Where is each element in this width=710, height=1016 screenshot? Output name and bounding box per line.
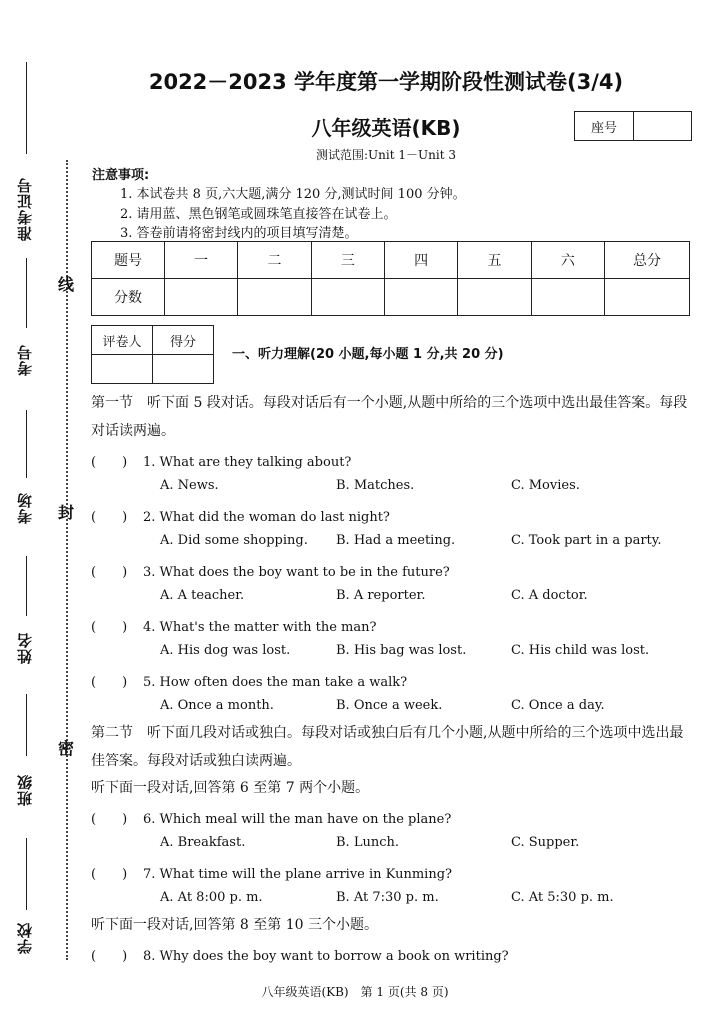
margin-line bbox=[26, 62, 27, 154]
notice-item: 1. 本试卷共 8 页,六大题,满分 120 分,测试时间 100 分钟。 bbox=[120, 187, 466, 202]
question-text: 7. What time will the plane arrive in Kunming? bbox=[143, 867, 452, 882]
question-text: 8. Why does the boy want to borrow a book on writing? bbox=[143, 949, 509, 964]
question-text: 6. Which meal will the man have on the plane? bbox=[143, 812, 452, 827]
option-a: A. Did some shopping. bbox=[160, 533, 308, 548]
answer-paren[interactable]: ( ) bbox=[91, 812, 128, 827]
margin-label-class: 班级 bbox=[16, 774, 34, 806]
score-table-header: 二 bbox=[238, 242, 311, 279]
score-table-header-row bbox=[92, 242, 690, 279]
subsection-instruction: 听下面一段对话,回答第 8 至第 10 三个小题。 bbox=[91, 917, 378, 933]
seat-number-box bbox=[574, 111, 692, 141]
question-text: 1. What are they talking about? bbox=[143, 455, 352, 470]
margin-line bbox=[26, 838, 27, 910]
test-scope: 测试范围:Unit 1－Unit 3 bbox=[316, 148, 456, 162]
margin-label-student-id: 考号 bbox=[16, 344, 34, 376]
question-2 bbox=[91, 506, 390, 525]
question-text: 5. How often does the man take a walk? bbox=[143, 675, 408, 690]
notice-item: 3. 答卷前请将密封线内的项目填写清楚。 bbox=[120, 226, 358, 241]
score-table-score-row bbox=[92, 279, 690, 316]
answer-paren[interactable]: ( ) bbox=[91, 510, 128, 525]
score-field[interactable] bbox=[153, 355, 214, 384]
option-c: C. Once a day. bbox=[511, 698, 605, 713]
option-c: C. Movies. bbox=[511, 478, 580, 493]
score-label: 得分 bbox=[153, 326, 214, 355]
margin-line bbox=[26, 556, 27, 616]
seal-char-line: 线 bbox=[58, 275, 75, 294]
score-table-header: 总分 bbox=[605, 242, 690, 279]
score-table-header: 五 bbox=[458, 242, 531, 279]
exam-subtitle: 八年级英语(KB) bbox=[311, 116, 461, 140]
question-1 bbox=[91, 451, 351, 470]
page-footer: 八年级英语(KB) 第 1 页(共 8 页) bbox=[261, 985, 449, 999]
option-b: B. Once a week. bbox=[336, 698, 443, 713]
answer-paren[interactable]: ( ) bbox=[91, 620, 128, 635]
answer-paren[interactable]: ( ) bbox=[91, 565, 128, 580]
notice-heading: 注意事项: bbox=[92, 168, 150, 183]
score-cell[interactable] bbox=[384, 279, 457, 316]
seat-number-field[interactable] bbox=[634, 112, 691, 140]
option-b: B. Lunch. bbox=[336, 835, 399, 850]
option-c: C. His child was lost. bbox=[511, 643, 650, 658]
score-cell[interactable] bbox=[531, 279, 604, 316]
score-cell[interactable] bbox=[311, 279, 384, 316]
option-c: C. At 5:30 p. m. bbox=[511, 890, 614, 905]
question-3 bbox=[91, 561, 450, 580]
option-b: B. At 7:30 p. m. bbox=[336, 890, 439, 905]
option-c: C. A doctor. bbox=[511, 588, 588, 603]
score-cell[interactable] bbox=[238, 279, 311, 316]
score-cell[interactable] bbox=[458, 279, 531, 316]
seal-char-close: 密 bbox=[58, 739, 75, 758]
option-b: B. A reporter. bbox=[336, 588, 426, 603]
score-table-header: 三 bbox=[311, 242, 384, 279]
answer-paren[interactable]: ( ) bbox=[91, 675, 128, 690]
question-text: 3. What does the boy want to be in the future? bbox=[143, 565, 450, 580]
option-a: A. Once a month. bbox=[160, 698, 274, 713]
score-cell[interactable] bbox=[605, 279, 690, 316]
option-c: C. Supper. bbox=[511, 835, 580, 850]
score-table bbox=[91, 241, 690, 316]
seat-number-label: 座号 bbox=[575, 112, 634, 140]
part2-instructions: 第二节 听下面几段对话或独白。每段对话或独白后有几个小题,从题中所给的三个选项中选出最佳答案。每段对话或独白读两遍。 bbox=[91, 725, 684, 769]
answer-paren[interactable]: ( ) bbox=[91, 455, 128, 470]
seal-char-seal: 封 bbox=[58, 503, 75, 522]
option-b: B. Had a meeting. bbox=[336, 533, 456, 548]
section-title: 一、听力理解(20 小题,每小题 1 分,共 20 分) bbox=[232, 347, 504, 362]
question-8 bbox=[91, 945, 509, 964]
score-table-header: 四 bbox=[384, 242, 457, 279]
margin-line bbox=[26, 410, 27, 478]
question-6 bbox=[91, 808, 451, 827]
question-text: 4. What's the matter with the man? bbox=[143, 620, 377, 635]
option-a: A. News. bbox=[160, 478, 219, 493]
margin-line bbox=[26, 258, 27, 328]
margin-label-school: 学校 bbox=[16, 922, 34, 954]
margin-label-exam-room: 考场 bbox=[16, 492, 34, 524]
subsection-instruction: 听下面一段对话,回答第 6 至第 7 两个小题。 bbox=[91, 780, 370, 796]
score-table-header: 题号 bbox=[92, 242, 165, 279]
option-a: A. A teacher. bbox=[160, 588, 245, 603]
option-a: A. Breakfast. bbox=[160, 835, 246, 850]
option-b: B. His bag was lost. bbox=[336, 643, 467, 658]
exam-title: 2022－2023 学年度第一学期阶段性测试卷(3/4) bbox=[148, 70, 624, 94]
question-4 bbox=[91, 616, 376, 635]
question-text: 2. What did the woman do last night? bbox=[143, 510, 390, 525]
option-a: A. His dog was lost. bbox=[160, 643, 291, 658]
margin-label-name: 姓名 bbox=[16, 632, 34, 664]
score-table-header: 一 bbox=[165, 242, 238, 279]
score-row-label: 分数 bbox=[92, 279, 165, 316]
answer-paren[interactable]: ( ) bbox=[91, 867, 128, 882]
option-a: A. At 8:00 p. m. bbox=[160, 890, 263, 905]
part1-instructions: 第一节 听下面 5 段对话。每段对话后有一个小题,从题中所给的三个选项中选出最佳答案。每段对话读两遍。 bbox=[91, 395, 688, 439]
grader-label: 评卷人 bbox=[92, 326, 153, 355]
answer-paren[interactable]: ( ) bbox=[91, 949, 128, 964]
option-c: C. Took part in a party. bbox=[511, 533, 662, 548]
question-5 bbox=[91, 671, 407, 690]
margin-line bbox=[26, 694, 27, 756]
margin-label-exam-number: 准考证号 bbox=[16, 177, 34, 241]
score-cell[interactable] bbox=[165, 279, 238, 316]
grader-field[interactable] bbox=[92, 355, 153, 384]
score-table-header: 六 bbox=[531, 242, 604, 279]
grader-box bbox=[91, 325, 214, 384]
notice-item: 2. 请用蓝、黑色钢笔或圆珠笔直接答在试卷上。 bbox=[120, 207, 397, 222]
question-7 bbox=[91, 863, 452, 882]
option-b: B. Matches. bbox=[336, 478, 415, 493]
